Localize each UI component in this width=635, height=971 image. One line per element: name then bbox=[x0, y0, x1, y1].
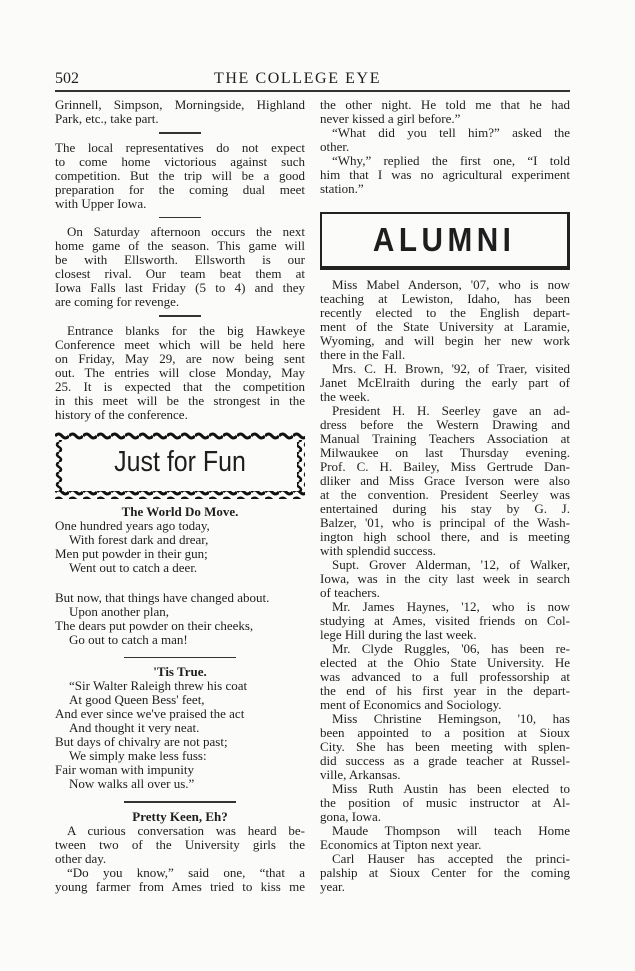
text-line: out. The entries will close Monday, May bbox=[55, 364, 305, 380]
text-line: Mr. Clyde Ruggles, '06, has been re- bbox=[332, 641, 570, 656]
text-line: ville, Arkansas. bbox=[320, 767, 401, 782]
paragraph bbox=[320, 154, 570, 196]
alumni-paragraph bbox=[320, 600, 570, 642]
text-line: The local representatives do not expect bbox=[55, 139, 305, 155]
text-line: home game of the season. This game will bbox=[55, 238, 305, 253]
header-rule bbox=[55, 90, 570, 92]
alumni-paragraph bbox=[320, 278, 570, 362]
text-line: with splendid success. bbox=[320, 543, 436, 558]
text-line: ment of Economics and Sociology. bbox=[320, 697, 502, 712]
text-line: the other night. He told me that he had bbox=[320, 97, 570, 112]
text-line: President H. H. Seerley gave an ad- bbox=[332, 403, 570, 418]
text-line: Miss Mabel Anderson, '07, who is now bbox=[332, 277, 570, 292]
text-line: City. She has been meeting with splen- bbox=[320, 739, 570, 754]
text-line: the position of music instructor at Al- bbox=[320, 795, 570, 810]
text-line: Manual Training Teachers Association at bbox=[320, 431, 570, 446]
text-line: “Sir Walter Raleigh threw his coat bbox=[69, 678, 248, 693]
paragraph-local-representatives bbox=[55, 141, 305, 211]
section-heading-alumni: ALUMNI bbox=[373, 221, 516, 258]
paragraph bbox=[55, 866, 305, 894]
text-line: One hundred years ago today, bbox=[55, 517, 210, 533]
text-line: Conference meet which will be held here bbox=[55, 336, 305, 352]
text-line: of teachers. bbox=[320, 585, 380, 600]
alumni-paragraph bbox=[320, 362, 570, 404]
poem-title: 'Tis True. bbox=[153, 664, 207, 679]
text-line: Entrance blanks for the big Hawkeye bbox=[67, 322, 305, 338]
text-line: young farmer from Ames tried to kiss me bbox=[55, 878, 305, 894]
text-line: been appointed to a position at Sioux bbox=[320, 725, 570, 740]
text-line: recently elected to the English depart- bbox=[320, 305, 570, 320]
text-line: did success as a grade teacher at Russel- bbox=[320, 753, 570, 768]
text-line: “Why,” replied the first one, “I told bbox=[332, 153, 570, 168]
divider bbox=[124, 657, 236, 659]
text-line: And thought it very neat. bbox=[69, 720, 200, 735]
text-line: Iowa, was in the city last week in search bbox=[320, 571, 570, 586]
text-line: competition. But the trip will be a good bbox=[55, 167, 305, 183]
text-line: But now, that things have changed about. bbox=[55, 589, 270, 605]
divider bbox=[159, 217, 201, 219]
text-line: We simply make less fuss: bbox=[69, 748, 207, 763]
text-line: Mr. James Haynes, '12, who is now bbox=[332, 599, 570, 614]
alumni-paragraph bbox=[320, 712, 570, 782]
text-line: history of the conference. bbox=[55, 406, 188, 422]
divider bbox=[124, 801, 236, 803]
text-line: lege Hill during the last week. bbox=[320, 627, 477, 642]
text-line: Miss Ruth Austin has been elected to bbox=[332, 781, 570, 796]
text-line: palship at Sioux Center for the coming bbox=[320, 865, 570, 880]
text-line: A curious conversation was heard be- bbox=[67, 822, 305, 838]
text-line: Carl Hauser has accepted the princi- bbox=[332, 851, 570, 866]
text-line: him that I was no agricultural experiment bbox=[320, 167, 570, 182]
text-line: studying at Ames, visited friends on Col- bbox=[320, 613, 570, 628]
text-line: be with Ellsworth. Ellsworth is our bbox=[55, 252, 305, 267]
text-line: ington high school there, and is meeting bbox=[320, 529, 570, 544]
alumni-paragraph bbox=[320, 852, 570, 894]
paragraph bbox=[55, 824, 305, 866]
text-line: Mrs. C. H. Brown, '92, of Traer, visited bbox=[332, 361, 570, 376]
text-line: Wyoming, and will begin her new work bbox=[320, 333, 570, 348]
text-line: preparation for the coming dual meet bbox=[55, 181, 305, 197]
paragraph-entrance-blanks bbox=[55, 324, 305, 422]
alumni-banner bbox=[320, 212, 570, 270]
text-line: But days of chivalry are not past; bbox=[55, 734, 228, 749]
text-line: tween two of the University girls the bbox=[55, 836, 305, 852]
page-number: 502 bbox=[55, 70, 79, 87]
alumni-paragraph bbox=[320, 642, 570, 712]
text-line: Balzer, '01, who is principal of the Wash- bbox=[320, 515, 570, 530]
text-line: dliker and Miss Grace Iverson were also bbox=[320, 473, 570, 488]
paragraph bbox=[320, 126, 570, 154]
text-line: on Friday, May 29, are now being sent bbox=[55, 350, 305, 366]
section-heading-just-for-fun: Just for Fun bbox=[114, 445, 246, 478]
text-line: Go out to catch a man! bbox=[69, 631, 188, 647]
text-line: to come home victorious against such bbox=[55, 153, 305, 169]
text-line: “What did you tell him?” asked the bbox=[332, 125, 570, 140]
text-line: Milwaukee on last Thursday evening. bbox=[320, 445, 570, 460]
paragraph-continuation bbox=[55, 98, 305, 126]
text-line: On Saturday afternoon occurs the next bbox=[67, 224, 305, 239]
divider bbox=[159, 132, 201, 134]
text-line: the end of his first year in the depart- bbox=[320, 683, 570, 698]
text-line: other. bbox=[320, 139, 350, 154]
text-line: Fair woman with impunity bbox=[55, 762, 195, 777]
text-line: station.” bbox=[320, 181, 364, 196]
text-line: Grinnell, Simpson, Morningside, Highland bbox=[55, 97, 305, 112]
text-line: Prof. C. H. Bailey, Miss Gertrude Dan- bbox=[320, 459, 570, 474]
alumni-news bbox=[320, 278, 570, 894]
text-line: ment of the State University at Laramie, bbox=[320, 319, 570, 334]
text-line: At good Queen Bess' feet, bbox=[69, 692, 205, 707]
text-line: there in the Fall. bbox=[320, 347, 406, 362]
right-column bbox=[320, 98, 570, 894]
text-line: Economics at Tipton next year. bbox=[320, 837, 482, 852]
text-line: Park, etc., take part. bbox=[55, 111, 159, 126]
text-line: Men put powder in their gun; bbox=[55, 545, 208, 561]
alumni-paragraph bbox=[320, 782, 570, 824]
text-line: Iowa Falls last Friday (5 to 4) and they bbox=[55, 280, 305, 295]
paragraph-saturday-game bbox=[55, 225, 305, 309]
text-line: Now walks all over us.” bbox=[69, 776, 195, 791]
text-line: was advanced to a full professorship at bbox=[320, 669, 570, 684]
text-line: “Do you know,” said one, “that a bbox=[67, 864, 305, 880]
text-line: in this meet will be the strongest in the bbox=[55, 392, 305, 408]
text-line: other day. bbox=[55, 850, 107, 866]
text-line: Miss Christine Hemingson, '10, has bbox=[332, 711, 570, 726]
text-line: elected at the Ohio State University. He bbox=[320, 655, 570, 670]
text-line: year. bbox=[320, 879, 345, 894]
text-line: Janet McElraith during the early part of bbox=[320, 375, 570, 390]
text-line: teaching at Lewiston, Idaho, has been bbox=[320, 291, 570, 306]
alumni-paragraph bbox=[320, 558, 570, 600]
poem-stanza bbox=[55, 591, 305, 647]
just-for-fun-banner bbox=[55, 432, 305, 499]
text-line: closest rival. Our team beat them at bbox=[55, 266, 305, 281]
alumni-paragraph bbox=[320, 824, 570, 852]
left-column bbox=[55, 98, 305, 894]
text-line: The dears put powder on their cheeks, bbox=[55, 617, 254, 633]
text-line: Upon another plan, bbox=[69, 603, 170, 619]
text-line: Maude Thompson will teach Home bbox=[332, 823, 570, 838]
text-line: Went out to catch a deer. bbox=[69, 559, 198, 575]
text-line: gona, Iowa. bbox=[320, 809, 382, 824]
poem-stanza bbox=[55, 519, 305, 575]
publication-title: THE COLLEGE EYE bbox=[214, 70, 382, 87]
text-line: entertained during his stay by G. J. bbox=[320, 501, 570, 516]
alumni-paragraph bbox=[320, 404, 570, 558]
poem-title: The World Do Move. bbox=[121, 503, 239, 519]
text-line: With forest dark and drear, bbox=[69, 531, 209, 547]
text-line: Supt. Grover Alderman, '12, of Walker, bbox=[332, 557, 570, 572]
text-line: dress before the Western Drawing and bbox=[320, 417, 570, 432]
text-line: with Upper Iowa. bbox=[55, 195, 147, 211]
text-line: are coming for revenge. bbox=[55, 294, 180, 309]
text-line: And ever since we've praised the act bbox=[55, 706, 245, 721]
text-line: at the convention. President Seerley was bbox=[320, 487, 570, 502]
text-line: 25. It is expected that the competition bbox=[55, 378, 305, 394]
text-line: the week. bbox=[320, 389, 370, 404]
article-title: Pretty Keen, Eh? bbox=[132, 808, 228, 824]
paragraph-continuation bbox=[320, 98, 570, 126]
divider bbox=[159, 315, 201, 317]
text-line: never kissed a girl before.” bbox=[320, 111, 461, 126]
poem-stanza bbox=[55, 679, 305, 791]
